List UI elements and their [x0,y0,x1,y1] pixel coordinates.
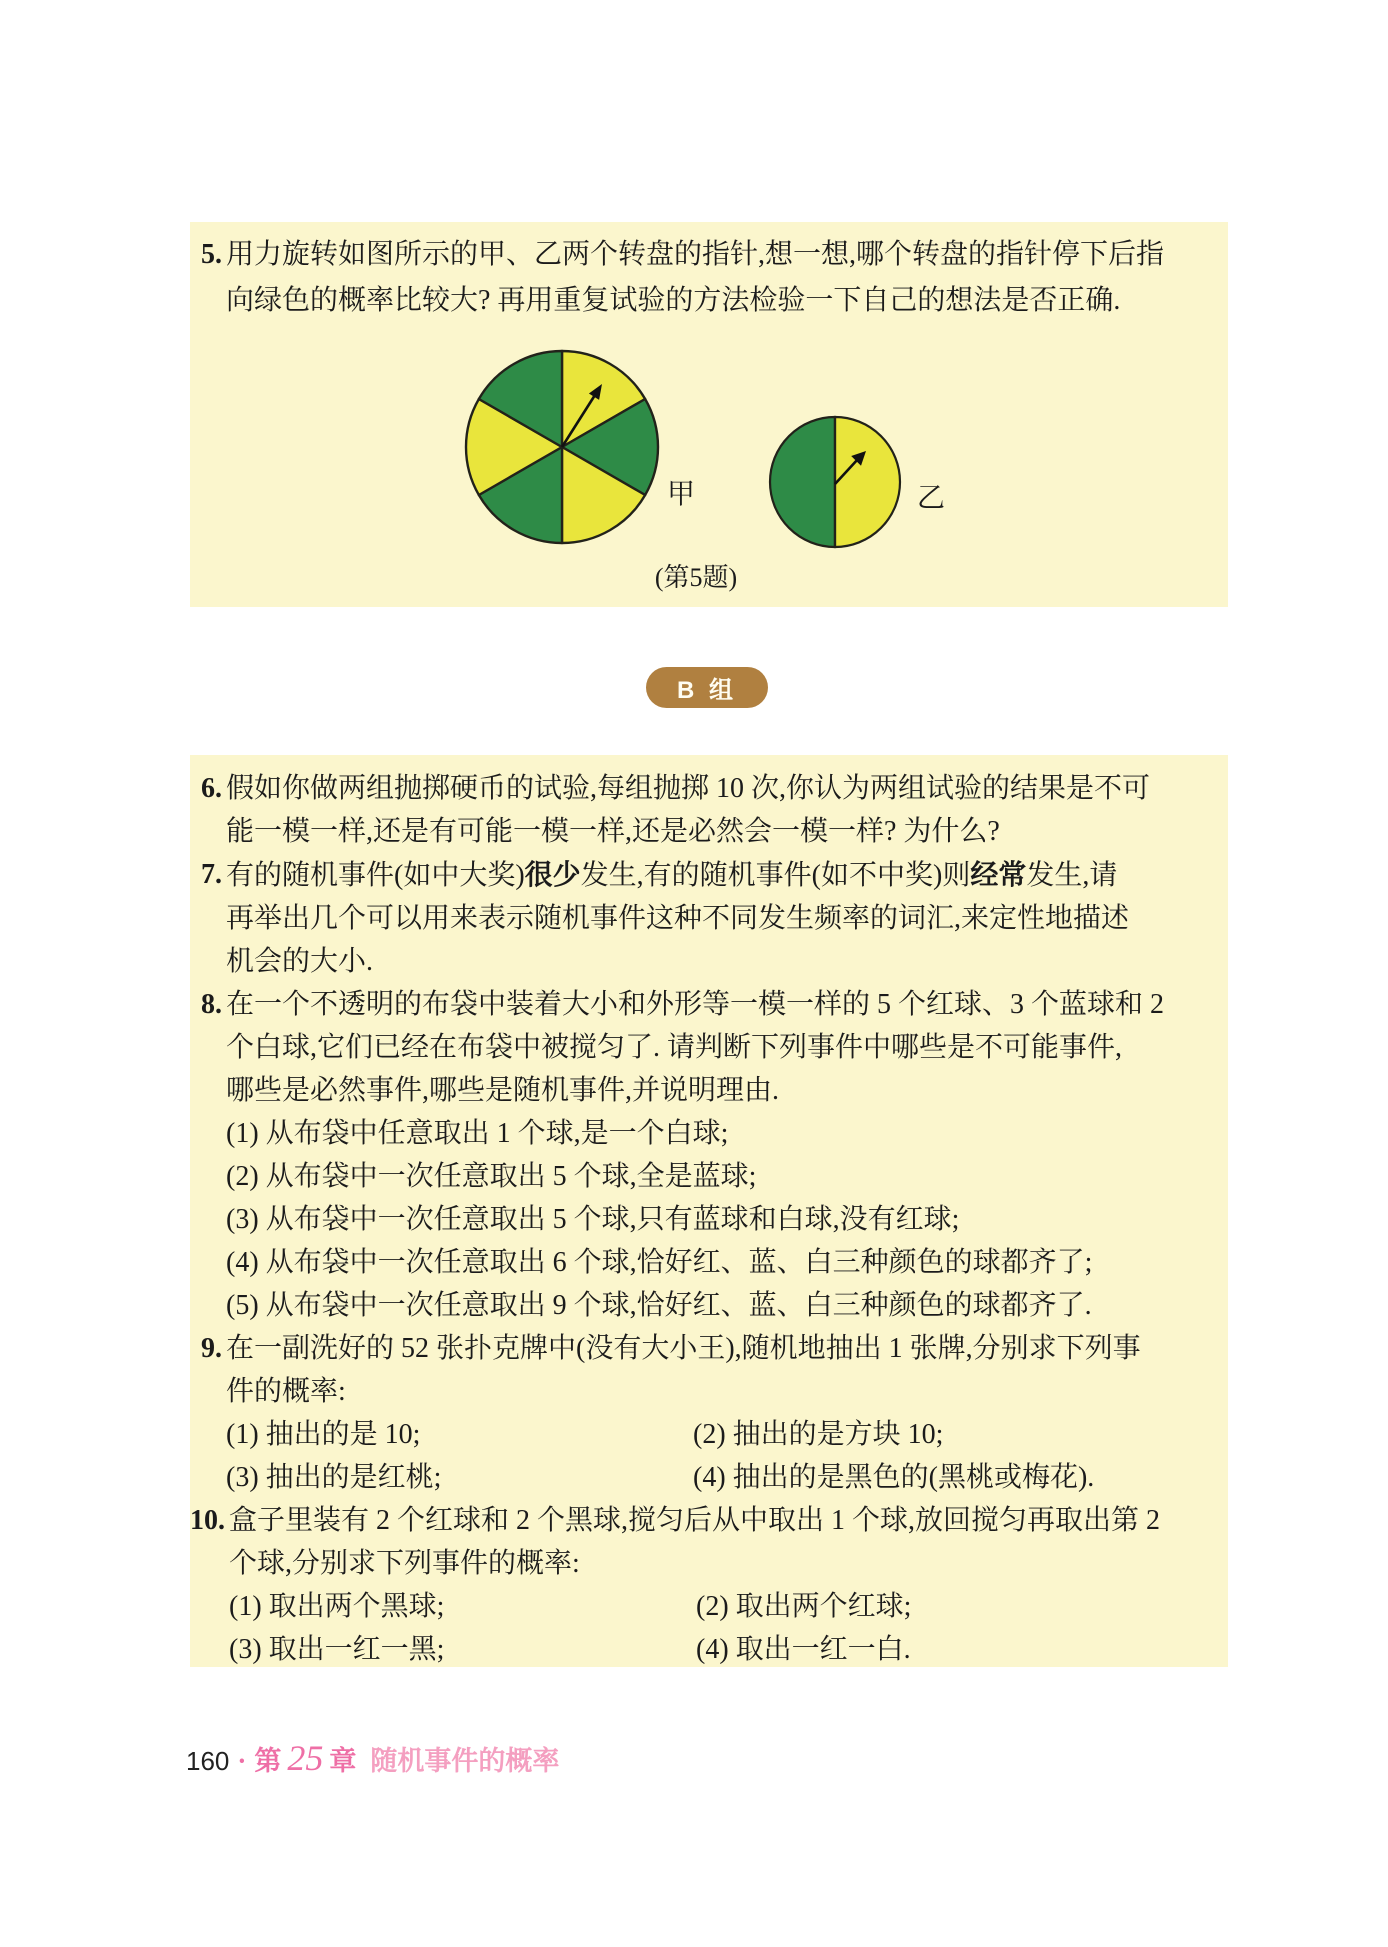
subitem-line: (4) 抽出的是黑色的(黑桃或梅花). [693,1462,1095,1493]
chapter-number: 25 [287,1738,324,1778]
subitem-line: (2) 抽出的是方块 10; [693,1419,944,1450]
question-item-6 [190,767,1228,853]
question-text-line: 向绿色的概率比较大? 再用重复试验的方法检验一下自己的想法是否正确. [226,285,1121,316]
subitem-row [229,1628,1228,1671]
page-number: 160 [186,1746,230,1776]
spinner-figure [190,324,1228,607]
question-text-line: 在一个不透明的布袋中装着大小和外形等一模一样的 5 个红球、3 个蓝球和 2 [226,989,1165,1020]
subitem-line: (1) 从布袋中任意取出 1 个球,是一个白球; [226,1118,729,1149]
question-text-line: 机会的大小. [226,946,374,977]
question-number: 5. [201,239,222,270]
figure-caption: (第5题) [654,563,738,592]
spinner-yi-half-green [770,417,835,547]
subitem-line: (4) 从布袋中一次任意取出 6 个球,恰好红、蓝、白三种颜色的球都齐了; [226,1247,1093,1278]
group-b-badge-label: B 组 [677,677,737,704]
subitem-row [229,1585,1228,1628]
question-text-line: 能一模一样,还是有可能一模一样,还是必然会一模一样? 为什么? [226,816,1000,847]
subitem-line: (1) 取出两个黑球; [229,1591,445,1622]
question-item-7 [190,853,1228,983]
question-text-line: 再举出几个可以用来表示随机事件这种不同发生频率的词汇,来定性地描述 [226,903,1130,934]
subitem-row [226,1413,1228,1456]
text-segment-bold: 经常 [970,859,1027,890]
question-number: 9. [201,1333,222,1364]
question-text-line: 用力旋转如图所示的甲、乙两个转盘的指针,想一想,哪个转盘的指针停下后指 [226,239,1165,270]
spinner-yi-label: 乙 [917,483,946,514]
group-b-badge [646,667,768,708]
spinner-jia-label: 甲 [667,479,696,510]
spinner-jia [466,351,658,543]
question-text-line: 件的概率: [226,1376,346,1407]
subitem-line: (4) 取出一红一白. [696,1634,911,1665]
question-item-5 [190,232,1228,324]
exercise-box-b [190,755,1228,1667]
spinner-yi-half-yellow [835,417,900,547]
subitem-line: (2) 取出两个红球; [696,1591,912,1622]
question-number: 6. [201,773,222,804]
subitem-row [226,1456,1228,1499]
text-segment: 发生,请 [1026,860,1118,891]
subitem-line: (3) 抽出的是红桃; [226,1462,442,1493]
footer-separator: · [237,1746,247,1776]
question-number: 8. [201,989,222,1020]
subitem-line: (1) 抽出的是 10; [226,1419,421,1450]
text-segment-bold: 很少 [524,859,581,890]
question-text-line: 哪些是必然事件,哪些是随机事件,并说明理由. [226,1075,780,1106]
spinner-figure-canvas [190,324,1228,607]
subitem-line: (5) 从布袋中一次任意取出 9 个球,恰好红、蓝、白三种颜色的球都齐了. [226,1290,1092,1321]
chapter-prefix: 第 [254,1746,282,1776]
question-text-line: 盒子里装有 2 个红球和 2 个黑球,搅匀后从中取出 1 个球,放回搅匀再取出第 2 [229,1505,1161,1536]
chapter-suffix: 章 [329,1746,357,1776]
chapter-title: 随机事件的概率 [370,1746,560,1776]
spinner-yi [770,417,900,547]
question-text-line: 假如你做两组抛掷硬币的试验,每组抛掷 10 次,你认为两组试验的结果是不可 [226,773,1151,804]
question-text-line: 在一副洗好的 52 张扑克牌中(没有大小王),随机地抽出 1 张牌,分别求下列事 [226,1333,1141,1364]
question-text-line: 个球,分别求下列事件的概率: [229,1548,580,1579]
subitem-line: (3) 从布袋中一次任意取出 5 个球,只有蓝球和白球,没有红球; [226,1204,960,1235]
question-item-10 [190,1499,1228,1671]
question-number: 10. [190,1505,225,1536]
exercise-box-a [190,222,1228,607]
subitem-line: (2) 从布袋中一次任意取出 5 个球,全是蓝球; [226,1161,757,1192]
question-text-line: 个白球,它们已经在布袋中被搅匀了. 请判断下列事件中哪些是不可能事件, [226,1032,1123,1063]
page-footer [186,1737,559,1779]
question-item-8 [190,983,1228,1327]
question-number: 7. [201,859,222,890]
question-item-9 [190,1327,1228,1499]
question-text-line [226,853,1228,897]
text-segment: 发生,有的随机事件(如不中奖)则 [580,860,971,891]
text-segment: 有的随机事件(如中大奖) [226,860,525,891]
subitem-line: (3) 取出一红一黑; [229,1634,445,1665]
